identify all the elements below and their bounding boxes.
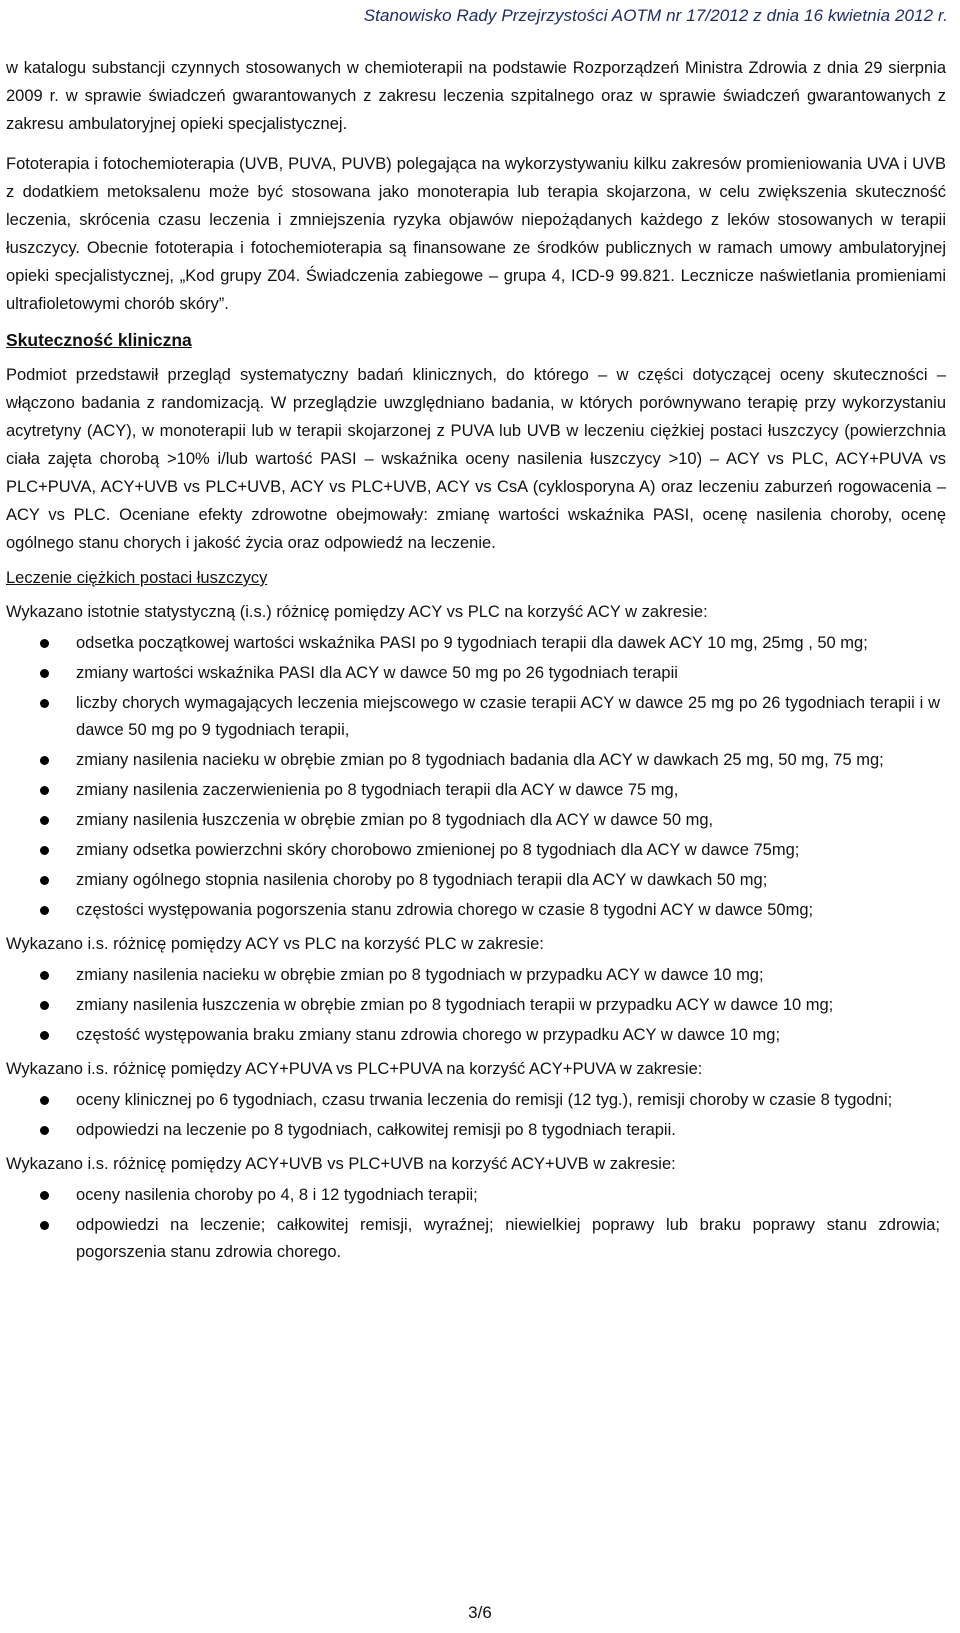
bullet-icon — [40, 669, 49, 678]
subsection-title: Leczenie ciężkich postaci łuszczycy — [6, 569, 268, 587]
findings-intro: Wykazano istotnie statystyczną (i.s.) różnicę pomiędzy ACY vs PLC na korzyść ACY w zakresie: — [6, 603, 708, 621]
bullet-list — [6, 962, 946, 1049]
list-item — [6, 992, 946, 1019]
list-item-text: oceny klinicznej po 6 tygodniach, czasu trwania leczenia do remisji (12 tyg.), remisji choroby w czasie 8 tygodni; — [76, 1091, 893, 1109]
bullet-icon — [40, 816, 49, 825]
bullet-icon — [40, 756, 49, 765]
list-item-text: oceny nasilenia choroby po 4, 8 i 12 tygodniach terapii; — [76, 1186, 478, 1204]
list-item-text: częstości występowania pogorszenia stanu zdrowia chorego w czasie 8 tygodni ACY w dawce 50mg; — [76, 901, 814, 919]
list-item-text: częstość występowania braku zmiany stanu zdrowia chorego w przypadku ACY w dawce 10 mg; — [76, 1026, 781, 1044]
list-item — [6, 1117, 946, 1144]
list-item — [6, 777, 946, 804]
list-item-text: zmiany odsetka powierzchni skóry chorobowo zmienionej po 8 tygodniach dla ACY w dawce 75mg; — [76, 841, 800, 859]
paragraph-clinical-efficacy: Podmiot przedstawił przegląd systematyczny badań klinicznych, do którego – w części dotyczącej oceny skuteczności – włączono badania z randomizacją. W przeglądzie uwzględniano badania, w których porównywano terapię przy wykorzystaniu acytretyny (ACY), w monoterapii lub w terapii skojarzonej z PUVA lub UVB w leczeniu ciężkiej postaci łuszczycy (powierzchnia ciała zajęta chorobą >10% i/lub wartość PASI – wskaźnika oceny nasilenia łuszczycy >10) – ACY vs PLC, ACY+PUVA vs PLC+PUVA, ACY+UVB vs PLC+UVB, ACY vs PLC+UVB, ACY vs CsA (cyklosporyna A) oraz leczeniu zaburzeń rogowacenia – ACY vs PLC. Oceniane efekty zdrowotne obejmowały: zmianę wartości wskaźnika PASI, ocenę nasilenia choroby, ocenę ogólnego stanu chorych i jakość życia oraz odpowiedź na leczenie. — [6, 366, 946, 552]
list-item — [6, 1087, 946, 1114]
findings-intro: Wykazano i.s. różnicę pomiędzy ACY+PUVA vs PLC+PUVA na korzyść ACY+PUVA w zakresie: — [6, 1060, 703, 1078]
list-item — [6, 1022, 946, 1049]
list-item — [6, 1212, 946, 1266]
bullet-icon — [40, 876, 49, 885]
list-item — [6, 807, 946, 834]
list-item-text: odpowiedzi na leczenie; całkowitej remisji, wyraźnej; niewielkiej poprawy lub braku poprawy stanu zdrowia; pogorszenia stanu zdrowia chorego. — [76, 1216, 940, 1261]
findings-groups — [6, 598, 946, 1266]
bullet-icon — [40, 1191, 49, 1200]
list-item — [6, 747, 946, 774]
list-item-text: zmiany wartości wskaźnika PASI dla ACY w dawce 50 mg po 26 tygodniach terapii — [76, 664, 678, 682]
bullet-icon — [40, 1221, 49, 1230]
bullet-icon — [40, 1096, 49, 1105]
list-item — [6, 630, 946, 657]
bullet-list — [6, 1087, 946, 1144]
list-item — [6, 837, 946, 864]
page-content — [6, 54, 946, 1272]
list-item — [6, 690, 946, 744]
page-header: Stanowisko Rady Przejrzystości AOTM nr 17/2012 z dnia 16 kwietnia 2012 r. — [363, 6, 948, 25]
bullet-icon — [40, 906, 49, 915]
list-item — [6, 962, 946, 989]
bullet-icon — [40, 786, 49, 795]
bullet-icon — [40, 846, 49, 855]
bullet-list — [6, 630, 946, 924]
list-item-text: zmiany nasilenia łuszczenia w obrębie zmian po 8 tygodniach dla ACY w dawce 50 mg, — [76, 811, 714, 829]
list-item-text: liczby chorych wymagających leczenia miejscowego w czasie terapii ACY w dawce 25 mg po 26 tygodniach terapii i w dawce 50 mg po 9 tygodniach terapii, — [76, 694, 940, 739]
paragraph-phototherapy: Fototerapia i fotochemioterapia (UVB, PUVA, PUVB) polegająca na wykorzystywaniu kilku zakresów promieniowania UVA i UVB z dodatkiem metoksalenu może być stosowana jako monoterapia lub terapia skojarzona, w celu zwiększenia skuteczność leczenia, skrócenia czasu leczenia i zmniejszenia ryzyka objawów niepożądanych każdego z leków stosowanych w terapii łuszczycy. Obecnie fototerapia i fotochemioterapia są finansowane ze środków publicznych w ramach umowy ambulatoryjnej opieki specjalistycznej, „Kod grupy Z04. Świadczenia zabiegowe – grupa 4, ICD-9 99.821. Lecznicze naświetlania promieniami ultrafioletowymi chorób skóry”. — [6, 155, 946, 313]
list-item-text: odpowiedzi na leczenie po 8 tygodniach, całkowitej remisji po 8 tygodniach terapii. — [76, 1121, 676, 1139]
bullet-icon — [40, 971, 49, 980]
list-item — [6, 867, 946, 894]
list-item-text: zmiany nasilenia łuszczenia w obrębie zmian po 8 tygodniach terapii w przypadku ACY w dawce 10 mg; — [76, 996, 834, 1014]
list-item-text: zmiany nasilenia nacieku w obrębie zmian po 8 tygodniach w przypadku ACY w dawce 10 mg; — [76, 966, 764, 984]
list-item-text: zmiany nasilenia nacieku w obrębie zmian po 8 tygodniach badania dla ACY w dawkach 25 mg, 50 mg, 75 mg; — [76, 751, 884, 769]
list-item-text: zmiany nasilenia zaczerwienienia po 8 tygodniach terapii dla ACY w dawce 75 mg, — [76, 781, 679, 799]
list-item-text: zmiany ogólnego stopnia nasilenia choroby po 8 tygodniach terapii dla ACY w dawkach 50 mg; — [76, 871, 768, 889]
bullet-icon — [40, 1001, 49, 1010]
bullet-icon — [40, 1126, 49, 1135]
bullet-icon — [40, 1031, 49, 1040]
bullet-list — [6, 1182, 946, 1266]
paragraph-catalog: w katalogu substancji czynnych stosowanych w chemioterapii na podstawie Rozporządzeń Ministra Zdrowia z dnia 29 sierpnia 2009 r. w sprawie świadczeń gwarantowanych z zakresu leczenia szpitalnego oraz w sprawie świadczeń gwarantowanych z zakresu ambulatoryjnej opieki specjalistycznej. — [6, 59, 946, 133]
section-title: Skuteczność kliniczna — [6, 330, 192, 350]
list-item-text: odsetka początkowej wartości wskaźnika PASI po 9 tygodniach terapii dla dawek ACY 10 mg, 25mg , 50 mg; — [76, 634, 868, 652]
list-item — [6, 660, 946, 687]
findings-intro: Wykazano i.s. różnicę pomiędzy ACY vs PLC na korzyść PLC w zakresie: — [6, 935, 544, 953]
bullet-icon — [40, 639, 49, 648]
findings-intro: Wykazano i.s. różnicę pomiędzy ACY+UVB vs PLC+UVB na korzyść ACY+UVB w zakresie: — [6, 1155, 676, 1173]
list-item — [6, 897, 946, 924]
list-item — [6, 1182, 946, 1209]
bullet-icon — [40, 699, 49, 708]
page-number: 3/6 — [468, 1603, 492, 1622]
